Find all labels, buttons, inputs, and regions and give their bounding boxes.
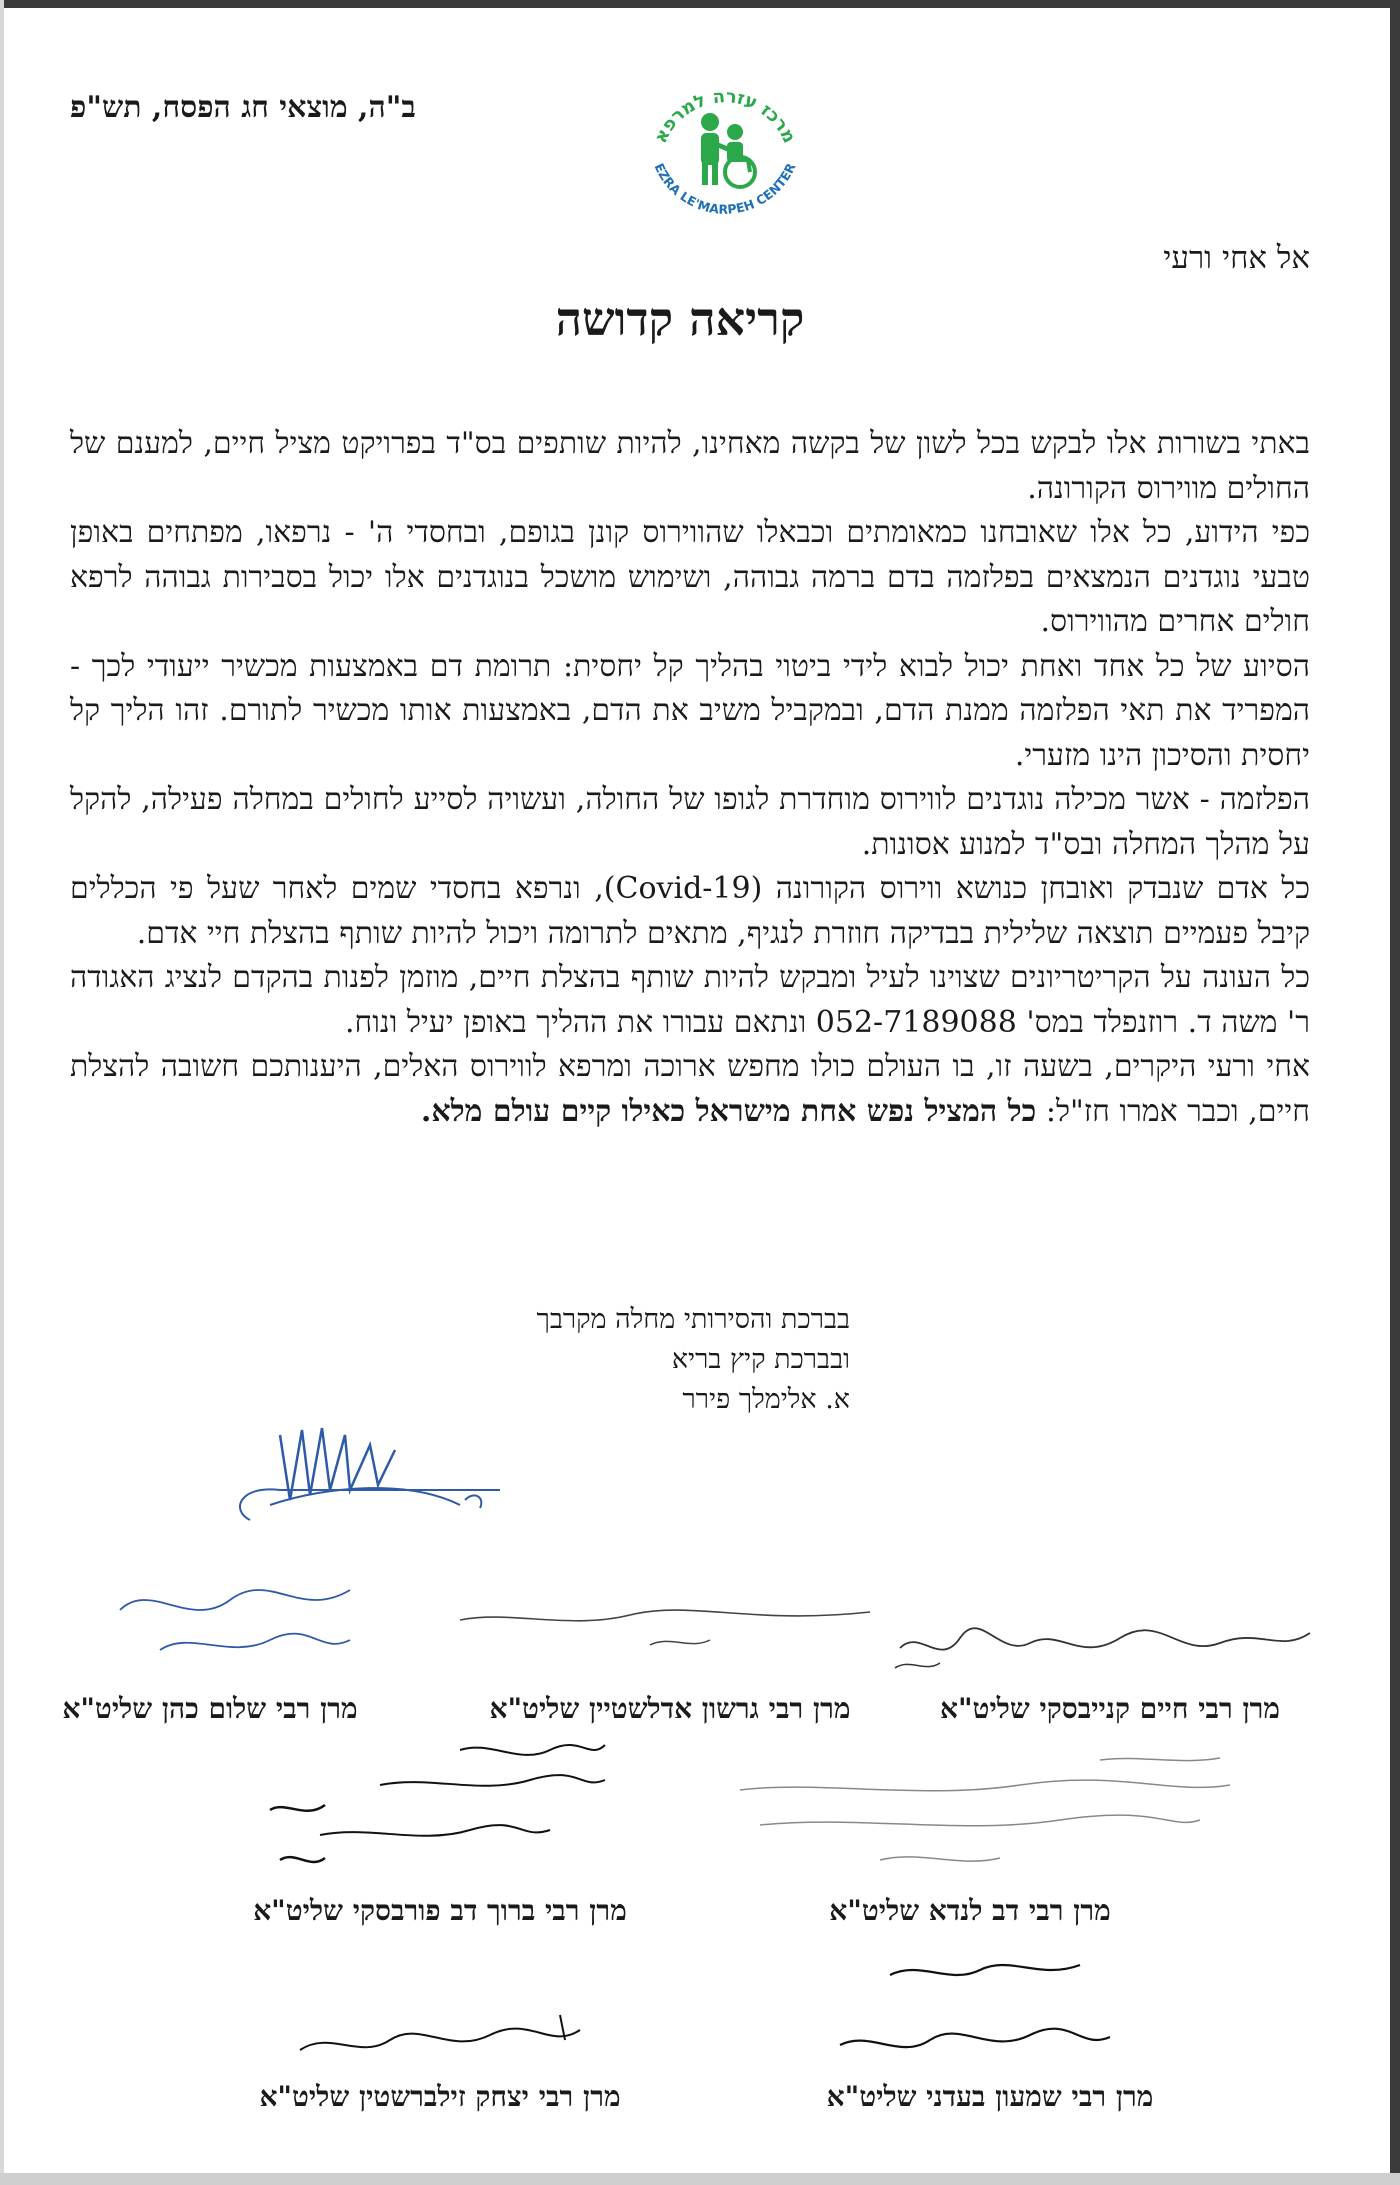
rabbi-name-landau: מרן רבי דב לנדא שליט"א: [829, 1894, 1111, 1927]
logo-hebrew-text: מרכז עזרה למרפא: [650, 86, 800, 147]
paragraph: הפלזמה - אשר מכילה נוגדנים לווירוס מוחדרת לגופו של החולה, ועשויה לסייע לחולים במחלה פעילה, להקל על מהלך המחלה ובס"ד למנוע אסונות.: [70, 782, 1310, 862]
paragraph: הסיוע של כל אחד ואחת יכול לבוא לידי ביטוי בהליך קל יחסית: תרומת דם באמצעות מכשיר ייעודי לכך - המפריד את תאי הפלזמה ממנת הדם, ובמקביל משיב את הדם, באמצעות אותו מכשיר לתורם. זהו הליך קל יחסית והסיכון הינו מזערי.: [70, 648, 1310, 773]
quote-bold: כל המציל נפש אחת מישראל כאילו קיים עולם מלא.: [420, 1093, 1037, 1129]
logo-english-text: EZRA LE'MARPEH CENTER: [651, 160, 799, 217]
paragraph: כל העונה על הקריטריונים שצוינו לעיל ומבקש להיות שותף בהצלת חיים, מוזמן לפנות בהקדם לנציג האגודה ר' משה ד. רוזנפלד במס' 052-7189088 ונתאם עבורו את ההליך באופן יעיל ונוח.: [70, 960, 1310, 1040]
signature-zilberstein: [280, 2000, 600, 2080]
rabbi-name-cohen: מרן רבי שלום כהן שליט"א: [62, 1692, 358, 1725]
closing-blessing-line: ובברכת קיץ בריא: [671, 1344, 850, 1375]
rabbi-name-kanievsky: מרן רבי חיים קנייבסקי שליט"א: [939, 1692, 1281, 1725]
window-bottom-border: [0, 2173, 1400, 2185]
final-paragraph-text: אחי ורעי היקרים, בשעה זו, בו העולם כולו מחפש ארוכה ומרפא לווירוס האלים, היענותכם חשובה להצלת חיים, וכבר אמרו חז"ל:: [70, 1049, 1310, 1129]
closing-blessing-line: בברכת והסירותי מחלה מקרבך: [536, 1304, 850, 1335]
rabbi-name-povarsky: מרן רבי ברוך דב פורבסקי שליט"א: [253, 1894, 627, 1927]
window-right-border: [1390, 0, 1400, 2185]
author-signature: [210, 1390, 520, 1550]
rabbi-name-edelstein: מרן רבי גרשון אדלשטיין שליט"א: [489, 1692, 851, 1725]
ezra-lemarpeh-logo: [620, 50, 830, 230]
salutation: אל אחי ורעי: [1163, 240, 1310, 276]
signature-cohen: [100, 1570, 380, 1680]
signature-kanievsky: [880, 1608, 1320, 1683]
date-line: ב"ה, מוצאי חג הפסח, תש"פ: [70, 90, 416, 125]
signature-edelstein: [450, 1590, 880, 1680]
logo-figures-icon: [701, 113, 755, 187]
letter-page: [40, 30, 1320, 2150]
svg-text:מרכז עזרה למרפא: [650, 86, 800, 146]
author-name: א. אלימלך פירר: [682, 1384, 850, 1415]
paragraph-final: [70, 1045, 1310, 1134]
window-left-border: [0, 0, 4, 2185]
letter-body: [70, 422, 1310, 1134]
closing-block: [480, 1300, 850, 1420]
rabbi-name-badani: מרן רבי שמעון בעדני שליט"א: [826, 2080, 1154, 2113]
page-title: קריאה קדושה: [555, 292, 805, 346]
signature-landau: [720, 1740, 1240, 1890]
paragraph: באתי בשורות אלו לבקש בכל לשון של בקשה מאחינו, להיות שותפים בס"ד בפרויקט מציל חיים, למענם של החולים מווירוס הקורונה.: [70, 426, 1310, 506]
paragraph: כפי הידוע, כל אלו שאובחנו כמאומתים וכבאלו שהווירוס קונן בגופם, ובחסדי ה' - נרפאו, מפתחים באופן טבעי נוגדנים הנמצאים בפלזמה בדם ברמה גבוהה, ושימוש מושכל בנוגדנים אלו יכול בסבירות גבוהה לרפא חולים אחרים מהווירוס.: [70, 515, 1310, 639]
signature-povarsky: [260, 1730, 620, 1890]
signature-badani: [810, 1945, 1140, 2085]
window-top-border: [0, 0, 1400, 8]
paragraph: כל אדם שנבדק ואובחן כנושא ווירוס הקורונה (Covid-19), ונרפא בחסדי שמים לאחר שעל פי הכללים קיבל פעמיים תוצאה שלילית בבדיקה חוזרת לנגיף, מתאים לתרומה ויכול להיות שותף בהצלת חיי אדם.: [70, 871, 1311, 951]
rabbi-name-zilberstein: מרן רבי יצחק זילברשטין שליט"א: [259, 2080, 621, 2113]
